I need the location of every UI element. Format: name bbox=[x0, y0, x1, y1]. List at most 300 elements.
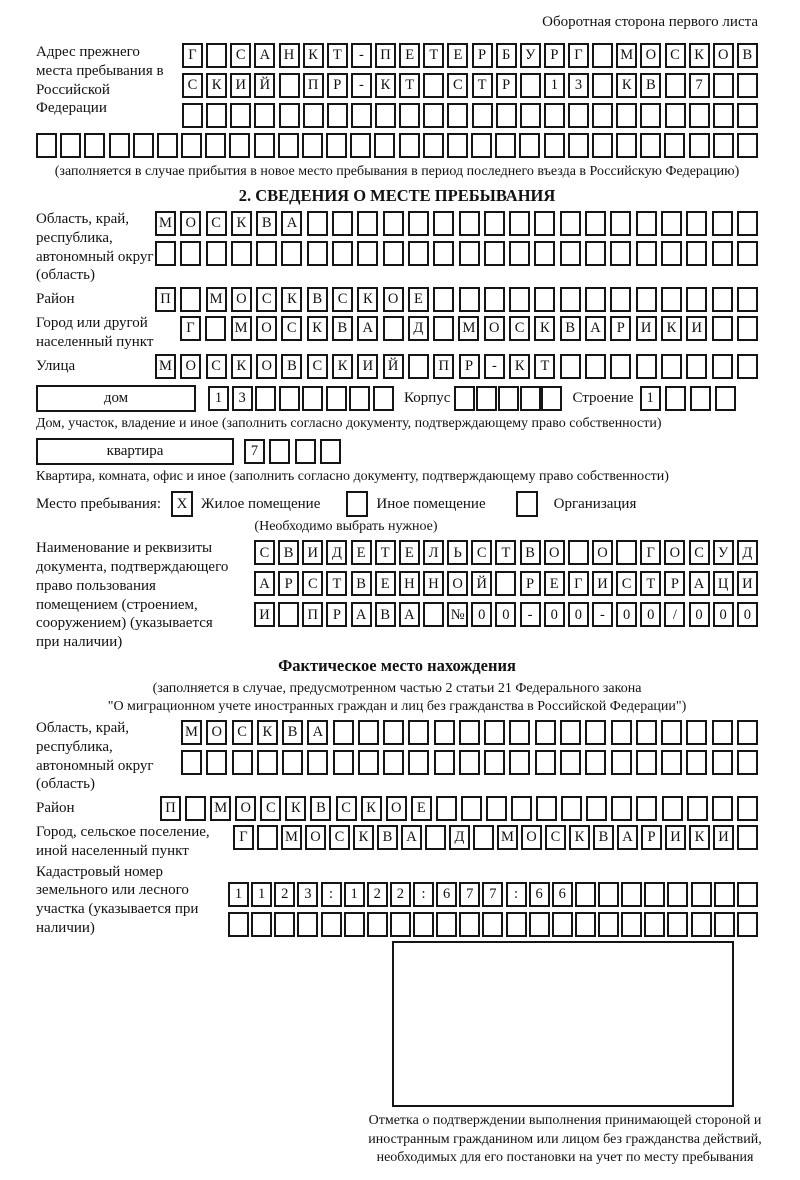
char-cell bbox=[484, 241, 505, 266]
char-cell bbox=[436, 912, 457, 937]
char-cell bbox=[383, 316, 404, 341]
char-cell: О bbox=[180, 211, 201, 236]
char-cell bbox=[509, 720, 530, 745]
char-cell: О bbox=[305, 825, 326, 850]
char-cell: Е bbox=[408, 287, 429, 312]
char-cell bbox=[737, 882, 758, 907]
char-cell bbox=[230, 103, 251, 128]
fact-district-label: Район bbox=[36, 800, 75, 817]
char-cell bbox=[592, 133, 613, 158]
char-cell bbox=[560, 750, 581, 775]
char-cell bbox=[495, 571, 516, 596]
char-cell bbox=[535, 720, 556, 745]
char-cell: А bbox=[689, 571, 710, 596]
char-cell bbox=[408, 354, 429, 379]
char-cell: К bbox=[281, 287, 302, 312]
char-cell: 7 bbox=[482, 882, 503, 907]
char-cell: В bbox=[278, 540, 299, 565]
char-cell: К bbox=[569, 825, 590, 850]
fact-city-row bbox=[36, 823, 758, 861]
char-cell: М bbox=[155, 354, 176, 379]
char-cell: Р bbox=[459, 354, 480, 379]
char-cell bbox=[610, 211, 631, 236]
char-cell bbox=[433, 211, 454, 236]
char-cell: М bbox=[616, 43, 637, 68]
char-cell: Т bbox=[472, 73, 493, 98]
char-cell bbox=[257, 750, 278, 775]
char-cell: 0 bbox=[737, 602, 758, 627]
char-cell: Н bbox=[279, 43, 300, 68]
char-cell: О bbox=[231, 287, 252, 312]
char-cell bbox=[357, 241, 378, 266]
char-cell bbox=[373, 386, 394, 411]
char-cell bbox=[278, 133, 299, 158]
char-cell bbox=[423, 73, 444, 98]
char-cell: 7 bbox=[244, 439, 265, 464]
char-cell: 1 bbox=[640, 386, 661, 411]
char-cell: 6 bbox=[436, 882, 457, 907]
char-cell bbox=[447, 133, 468, 158]
char-cell bbox=[544, 133, 565, 158]
char-cell: М bbox=[281, 825, 302, 850]
char-cell bbox=[610, 287, 631, 312]
char-cell: О bbox=[484, 316, 505, 341]
actual-location-title: Фактическое место нахождения bbox=[278, 655, 516, 675]
char-cell bbox=[541, 386, 562, 411]
char-cell: Е bbox=[411, 796, 432, 821]
char-cell bbox=[408, 241, 429, 266]
char-cell: Г bbox=[180, 316, 201, 341]
char-cell: 1 bbox=[344, 882, 365, 907]
char-cell: В bbox=[593, 825, 614, 850]
char-cell bbox=[610, 241, 631, 266]
char-cell: С bbox=[471, 540, 492, 565]
char-cell: К bbox=[231, 211, 252, 236]
char-cell: А bbox=[281, 211, 302, 236]
char-cell bbox=[454, 386, 475, 411]
char-cell bbox=[269, 439, 290, 464]
char-cell bbox=[459, 750, 480, 775]
char-cell bbox=[307, 750, 328, 775]
char-cell bbox=[592, 103, 613, 128]
char-cell bbox=[182, 103, 203, 128]
char-cell: О bbox=[713, 43, 734, 68]
char-cell bbox=[229, 133, 250, 158]
char-cell: С bbox=[332, 287, 353, 312]
char-cell bbox=[712, 750, 733, 775]
char-cell: О bbox=[383, 287, 404, 312]
char-cell: С bbox=[254, 540, 275, 565]
confirmation-stamp-box bbox=[392, 941, 734, 1107]
char-cell: В bbox=[560, 316, 581, 341]
char-cell bbox=[231, 241, 252, 266]
stay-type-checkbox-other bbox=[346, 491, 368, 517]
char-cell: Р bbox=[641, 825, 662, 850]
char-cell: 1 bbox=[251, 882, 272, 907]
char-cell bbox=[616, 133, 637, 158]
char-cell bbox=[254, 133, 275, 158]
char-cell bbox=[434, 750, 455, 775]
cadastral-grid-row-2 bbox=[228, 912, 758, 937]
char-cell bbox=[383, 720, 404, 745]
char-cell bbox=[303, 103, 324, 128]
prev-address-grid-row-1 bbox=[182, 43, 758, 68]
char-cell: У bbox=[520, 43, 541, 68]
char-cell: А bbox=[351, 602, 372, 627]
char-cell: 0 bbox=[544, 602, 565, 627]
char-cell: О bbox=[447, 571, 468, 596]
char-cell: № bbox=[447, 602, 468, 627]
char-cell bbox=[575, 912, 596, 937]
char-cell: С bbox=[689, 540, 710, 565]
char-cell: М bbox=[497, 825, 518, 850]
char-cell bbox=[374, 133, 395, 158]
char-cell: 3 bbox=[297, 882, 318, 907]
char-cell bbox=[544, 103, 565, 128]
char-cell: Т bbox=[375, 540, 396, 565]
char-cell bbox=[471, 133, 492, 158]
char-cell: 0 bbox=[713, 602, 734, 627]
char-cell bbox=[598, 912, 619, 937]
char-cell: - bbox=[520, 602, 541, 627]
char-cell bbox=[661, 720, 682, 745]
char-cell bbox=[302, 386, 323, 411]
char-cell: С bbox=[230, 43, 251, 68]
char-cell bbox=[399, 103, 420, 128]
char-cell: Й bbox=[471, 571, 492, 596]
s2-region-grid-row-2 bbox=[155, 241, 758, 266]
fact-district-row bbox=[36, 796, 758, 821]
char-cell bbox=[281, 241, 302, 266]
char-cell: 3 bbox=[568, 73, 589, 98]
char-cell: Р bbox=[278, 571, 299, 596]
char-cell: / bbox=[664, 602, 685, 627]
char-cell bbox=[333, 720, 354, 745]
house-box: дом bbox=[36, 385, 196, 412]
char-cell: К bbox=[616, 73, 637, 98]
char-cell bbox=[185, 796, 206, 821]
char-cell: П bbox=[155, 287, 176, 312]
char-cell bbox=[713, 73, 734, 98]
char-cell: П bbox=[303, 73, 324, 98]
char-cell: И bbox=[665, 825, 686, 850]
char-cell: 7 bbox=[689, 73, 710, 98]
char-cell: О bbox=[544, 540, 565, 565]
char-cell: К bbox=[661, 316, 682, 341]
char-cell: В bbox=[737, 43, 758, 68]
char-cell: Й bbox=[383, 354, 404, 379]
char-cell bbox=[254, 103, 275, 128]
char-cell: К bbox=[509, 354, 530, 379]
char-cell: Т bbox=[423, 43, 444, 68]
document-grid-row-1 bbox=[254, 540, 758, 565]
char-cell: И bbox=[737, 571, 758, 596]
char-cell bbox=[484, 211, 505, 236]
char-cell: С bbox=[206, 354, 227, 379]
s2-district-label: Район bbox=[36, 291, 75, 308]
char-cell: Р bbox=[472, 43, 493, 68]
char-cell bbox=[560, 241, 581, 266]
s2-region-label: Область, край, республика, автономный округ (область) bbox=[36, 211, 154, 284]
char-cell bbox=[610, 354, 631, 379]
char-cell bbox=[498, 386, 519, 411]
char-cell bbox=[519, 133, 540, 158]
char-cell bbox=[206, 43, 227, 68]
char-cell: К bbox=[285, 796, 306, 821]
char-cell: И bbox=[254, 602, 275, 627]
char-cell bbox=[689, 103, 710, 128]
char-cell bbox=[687, 796, 708, 821]
char-cell bbox=[534, 241, 555, 266]
char-cell bbox=[691, 882, 712, 907]
char-cell: К bbox=[534, 316, 555, 341]
house-number-grid bbox=[208, 386, 394, 411]
char-cell bbox=[473, 825, 494, 850]
s2-region-row bbox=[36, 210, 758, 285]
char-cell bbox=[425, 825, 446, 850]
char-cell: Р bbox=[327, 73, 348, 98]
char-cell: В bbox=[310, 796, 331, 821]
char-cell: О bbox=[256, 316, 277, 341]
s2-street-grid bbox=[155, 354, 758, 379]
char-cell: С bbox=[545, 825, 566, 850]
document-grid-row-2 bbox=[254, 571, 758, 596]
prev-address-label: Адрес прежнего места пребывания в Российской Федерации bbox=[36, 44, 164, 117]
char-cell bbox=[636, 241, 657, 266]
char-cell: А bbox=[399, 602, 420, 627]
char-cell bbox=[256, 241, 277, 266]
char-cell bbox=[472, 103, 493, 128]
char-cell: С bbox=[206, 211, 227, 236]
char-cell: Р bbox=[496, 73, 517, 98]
char-cell bbox=[459, 720, 480, 745]
char-cell bbox=[644, 882, 665, 907]
char-cell bbox=[423, 602, 444, 627]
char-cell bbox=[560, 287, 581, 312]
char-cell: К bbox=[231, 354, 252, 379]
char-cell: 2 bbox=[390, 882, 411, 907]
char-cell: С bbox=[281, 316, 302, 341]
page-header-note: Оборотная сторона первого листа bbox=[542, 14, 758, 30]
char-cell bbox=[585, 287, 606, 312]
char-cell: С bbox=[336, 796, 357, 821]
char-cell bbox=[484, 750, 505, 775]
char-cell bbox=[350, 133, 371, 158]
char-cell bbox=[459, 287, 480, 312]
s2-street-label: Улица bbox=[36, 357, 76, 374]
document-row bbox=[36, 539, 758, 652]
char-cell: 0 bbox=[568, 602, 589, 627]
char-cell bbox=[109, 133, 130, 158]
char-cell bbox=[664, 133, 685, 158]
char-cell: М bbox=[231, 316, 252, 341]
fact-region-grid-row-2 bbox=[181, 750, 758, 775]
char-cell: С bbox=[256, 287, 277, 312]
char-cell bbox=[667, 912, 688, 937]
char-cell: Т bbox=[399, 73, 420, 98]
char-cell bbox=[686, 211, 707, 236]
char-cell bbox=[349, 386, 370, 411]
char-cell bbox=[667, 882, 688, 907]
char-cell: В bbox=[332, 316, 353, 341]
char-cell bbox=[661, 354, 682, 379]
char-cell: К bbox=[353, 825, 374, 850]
fact-region-grid-row-1 bbox=[181, 720, 758, 745]
char-cell bbox=[181, 133, 202, 158]
char-cell: Й bbox=[254, 73, 275, 98]
char-cell bbox=[274, 912, 295, 937]
char-cell: 0 bbox=[495, 602, 516, 627]
char-cell: К bbox=[303, 43, 324, 68]
char-cell bbox=[712, 354, 733, 379]
char-cell bbox=[737, 103, 758, 128]
s2-city-label: Город или другой населенный пункт bbox=[36, 315, 154, 350]
char-cell: : bbox=[321, 882, 342, 907]
char-cell bbox=[691, 912, 712, 937]
char-cell bbox=[737, 720, 758, 745]
char-cell: Г bbox=[568, 43, 589, 68]
fact-city-grid bbox=[233, 825, 758, 850]
char-cell: Ь bbox=[447, 540, 468, 565]
char-cell bbox=[534, 287, 555, 312]
char-cell bbox=[433, 287, 454, 312]
char-cell bbox=[598, 882, 619, 907]
char-cell bbox=[712, 241, 733, 266]
char-cell: С bbox=[665, 43, 686, 68]
fact-region-row bbox=[36, 719, 758, 794]
char-cell bbox=[509, 241, 530, 266]
char-cell bbox=[592, 73, 613, 98]
char-cell: Е bbox=[375, 571, 396, 596]
char-cell: Т bbox=[534, 354, 555, 379]
char-cell bbox=[509, 211, 530, 236]
prev-address-note: (заполняется в случае прибытия в новое место пребывания в период последнего въезда в Российскую Федерацию) bbox=[54, 164, 740, 179]
stay-type-option-residential: Жилое помещение bbox=[201, 495, 321, 512]
char-cell: А bbox=[307, 720, 328, 745]
char-cell: И bbox=[636, 316, 657, 341]
char-cell bbox=[644, 912, 665, 937]
char-cell bbox=[661, 211, 682, 236]
char-cell bbox=[737, 316, 758, 341]
char-cell bbox=[351, 103, 372, 128]
char-cell bbox=[327, 103, 348, 128]
char-cell bbox=[713, 103, 734, 128]
char-cell: Г bbox=[568, 571, 589, 596]
char-cell bbox=[509, 750, 530, 775]
apartment-grid bbox=[244, 439, 341, 464]
char-cell: О bbox=[640, 43, 661, 68]
char-cell: Д bbox=[326, 540, 347, 565]
char-cell: 2 bbox=[367, 882, 388, 907]
char-cell bbox=[636, 720, 657, 745]
char-cell bbox=[592, 43, 613, 68]
char-cell bbox=[511, 796, 532, 821]
char-cell bbox=[712, 287, 733, 312]
stay-type-note: (Необходимо выбрать нужное) bbox=[254, 519, 438, 535]
document-grid-row-3 bbox=[254, 602, 758, 627]
char-cell: С bbox=[509, 316, 530, 341]
char-cell: В bbox=[375, 602, 396, 627]
char-cell: Г bbox=[233, 825, 254, 850]
char-cell bbox=[636, 287, 657, 312]
char-cell bbox=[686, 720, 707, 745]
char-cell bbox=[636, 750, 657, 775]
char-cell: П bbox=[375, 43, 396, 68]
prev-address-block bbox=[36, 43, 758, 128]
char-cell bbox=[737, 133, 758, 158]
char-cell bbox=[423, 103, 444, 128]
char-cell: С bbox=[307, 354, 328, 379]
char-cell: Д bbox=[449, 825, 470, 850]
char-cell bbox=[133, 133, 154, 158]
char-cell bbox=[575, 882, 596, 907]
char-cell bbox=[36, 133, 57, 158]
char-cell: М bbox=[155, 211, 176, 236]
char-cell bbox=[689, 133, 710, 158]
fact-district-grid bbox=[160, 796, 758, 821]
char-cell bbox=[520, 73, 541, 98]
stay-type-option-organization: Организация bbox=[553, 495, 637, 512]
document-label: Наименование и реквизиты документа, подтверждающего право пользования помещением (строением, сооружением) (указывается при наличии) bbox=[36, 540, 229, 650]
char-cell bbox=[461, 796, 482, 821]
char-cell bbox=[332, 241, 353, 266]
char-cell: К bbox=[375, 73, 396, 98]
char-cell: И bbox=[686, 316, 707, 341]
s2-house-row bbox=[36, 385, 758, 412]
prev-address-grids bbox=[182, 43, 758, 128]
char-cell: К bbox=[689, 43, 710, 68]
char-cell bbox=[640, 103, 661, 128]
stay-type-checkbox-residential: X bbox=[171, 491, 193, 517]
char-cell bbox=[484, 720, 505, 745]
char-cell: Т bbox=[495, 540, 516, 565]
char-cell bbox=[60, 133, 81, 158]
char-cell bbox=[611, 796, 632, 821]
char-cell bbox=[715, 386, 736, 411]
char-cell bbox=[180, 241, 201, 266]
char-cell bbox=[408, 211, 429, 236]
char-cell bbox=[486, 796, 507, 821]
char-cell: А bbox=[585, 316, 606, 341]
char-cell bbox=[535, 750, 556, 775]
char-cell bbox=[459, 241, 480, 266]
stamp-note: Отметка о подтверждении выполнения принимающей стороной и иностранным гражданином или лицом без гражданства действий, необходимых для его постановки на учет по месту пребывания bbox=[368, 1112, 762, 1166]
char-cell bbox=[690, 386, 711, 411]
section-2-title: 2. СВЕДЕНИЯ О МЕСТЕ ПРЕБЫВАНИЯ bbox=[238, 186, 556, 206]
char-cell: О bbox=[592, 540, 613, 565]
actual-location-note-2: "О миграционном учете иностранных граждан и лиц без гражданства в Российской Федерации") bbox=[107, 698, 687, 714]
char-cell: К bbox=[357, 287, 378, 312]
char-cell: Р bbox=[544, 43, 565, 68]
char-cell bbox=[585, 720, 606, 745]
char-cell: 0 bbox=[471, 602, 492, 627]
char-cell: О bbox=[664, 540, 685, 565]
char-cell: У bbox=[713, 540, 734, 565]
char-cell bbox=[383, 211, 404, 236]
char-cell bbox=[206, 241, 227, 266]
char-cell: - bbox=[351, 73, 372, 98]
s2-region-grid-row-1 bbox=[155, 211, 758, 236]
char-cell: П bbox=[302, 602, 323, 627]
s2-city-grid bbox=[180, 316, 758, 341]
char-cell: К bbox=[689, 825, 710, 850]
char-cell bbox=[560, 354, 581, 379]
char-cell bbox=[665, 73, 686, 98]
char-cell: В bbox=[351, 571, 372, 596]
char-cell bbox=[251, 912, 272, 937]
char-cell bbox=[423, 133, 444, 158]
cadastral-grid-row-1 bbox=[228, 882, 758, 907]
